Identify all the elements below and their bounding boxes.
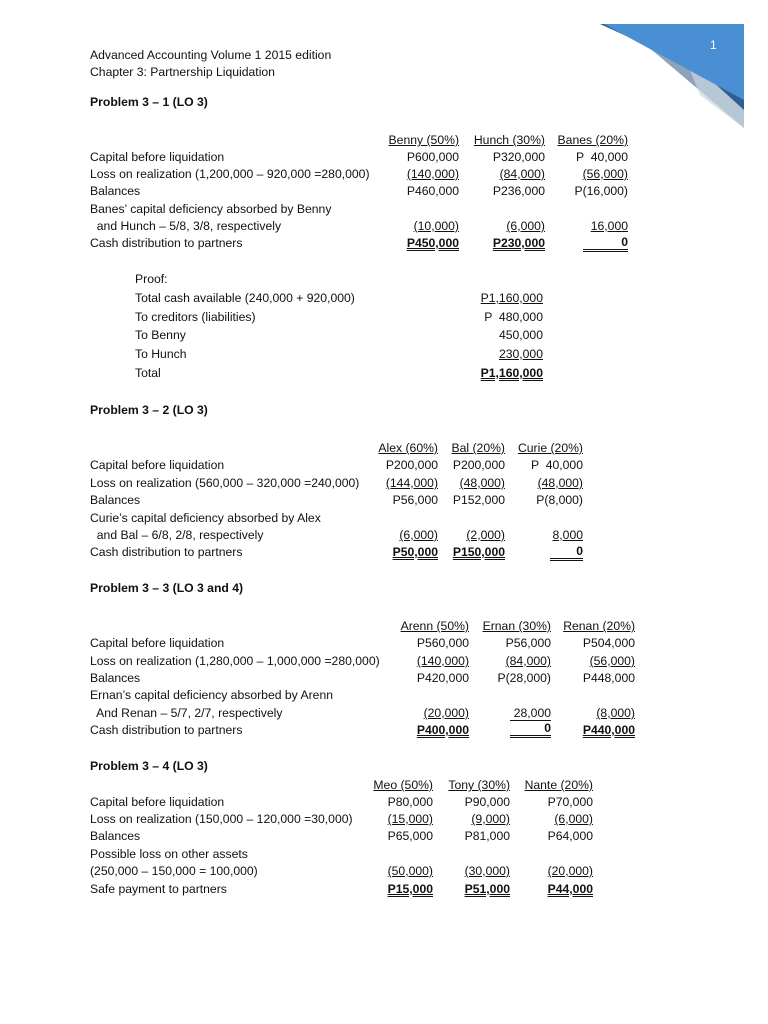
row-label: Loss on realization (560,000 – 320,000 =240,000)	[90, 476, 360, 490]
column-header: Tony (30%)	[448, 778, 510, 792]
cell-value: (48,000)	[537, 476, 583, 490]
row-label: Loss on realization (1,280,000 – 1,000,000 =280,000)	[90, 654, 380, 668]
cell-value: (84,000)	[499, 167, 545, 181]
cell-value: P150,000	[452, 545, 505, 559]
problem-title: Problem 3 – 2 (LO 3)	[90, 403, 208, 417]
column-header: Banes (20%)	[557, 133, 628, 147]
cell-value: P81,000	[464, 829, 510, 843]
cell-value: (84,000)	[505, 654, 551, 668]
column-header: Meo (50%)	[373, 778, 433, 792]
cell-value: P 40,000	[576, 150, 628, 164]
row-label: Cash distribution to partners	[90, 723, 243, 737]
row-label: And Renan – 5/7, 2/7, respectively	[90, 706, 283, 720]
cell-value: P236,000	[492, 184, 545, 198]
cell-value: P230,000	[492, 236, 545, 250]
cell-value: P320,000	[492, 150, 545, 164]
row-label: Capital before liquidation	[90, 795, 225, 809]
cell-value: P420,000	[416, 671, 469, 685]
row-label: Cash distribution to partners	[90, 236, 243, 250]
cell-value: (140,000)	[416, 654, 469, 668]
cell-value: P65,000	[387, 829, 433, 843]
row-label: Safe payment to partners	[90, 882, 227, 896]
cell-value: P200,000	[452, 458, 505, 472]
cell-value: P460,000	[406, 184, 459, 198]
cell-value: P64,000	[547, 829, 593, 843]
row-label: Curie’s capital deficiency absorbed by Alex	[90, 511, 321, 525]
cell-value: P44,000	[547, 882, 593, 896]
row-label: Balances	[90, 184, 141, 198]
chapter-title: Chapter 3: Partnership Liquidation	[90, 65, 275, 79]
column-header: Curie (20%)	[517, 441, 583, 455]
row-label: Capital before liquidation	[90, 458, 225, 472]
cell-value: (6,000)	[554, 812, 593, 826]
cell-value: (6,000)	[506, 219, 545, 233]
column-header: Benny (50%)	[388, 133, 459, 147]
column-header: Renan (20%)	[563, 619, 635, 633]
proof-value: P1,160,000	[480, 366, 543, 380]
cell-value: P600,000	[406, 150, 459, 164]
cell-value: (30,000)	[464, 864, 510, 878]
row-label: Balances	[90, 493, 141, 507]
column-header: Bal (20%)	[451, 441, 505, 455]
cell-value: (20,000)	[423, 706, 469, 720]
row-label: and Hunch – 5/8, 3/8, respectively	[90, 219, 282, 233]
book-title: Advanced Accounting Volume 1 2015 edition	[90, 48, 332, 62]
problem-title: Problem 3 – 4 (LO 3)	[90, 759, 208, 773]
cell-value: P504,000	[582, 636, 635, 650]
cell-value: P450,000	[406, 236, 459, 250]
cell-value: (50,000)	[387, 864, 433, 878]
row-label: Ernan’s capital deficiency absorbed by Arenn	[90, 688, 333, 702]
column-header: Nante (20%)	[524, 778, 593, 792]
cell-value: P15,000	[387, 882, 433, 896]
cell-value: P 40,000	[531, 458, 583, 472]
proof-title: Proof:	[135, 272, 168, 286]
cell-value: (140,000)	[406, 167, 459, 181]
proof-label: To creditors (liabilities)	[135, 310, 256, 324]
row-label: Banes’ capital deficiency absorbed by Benny	[90, 202, 332, 216]
row-label: (250,000 – 150,000 = 100,000)	[90, 864, 258, 878]
cell-value: (10,000)	[413, 219, 459, 233]
row-label: Capital before liquidation	[90, 636, 225, 650]
proof-value: 230,000	[498, 347, 543, 361]
cell-value: (144,000)	[385, 476, 438, 490]
row-label: Possible loss on other assets	[90, 847, 248, 861]
cell-value: P56,000	[505, 636, 551, 650]
page-number: 1	[710, 38, 717, 52]
cell-value: (15,000)	[387, 812, 433, 826]
cell-value: (56,000)	[582, 167, 628, 181]
proof-value: P 480,000	[484, 310, 543, 324]
cell-value: (48,000)	[459, 476, 505, 490]
cell-value: (2,000)	[466, 528, 505, 542]
cell-value: P(28,000)	[497, 671, 551, 685]
cell-value: P(16,000)	[574, 184, 628, 198]
cell-value: (56,000)	[589, 654, 635, 668]
cell-value: (9,000)	[471, 812, 510, 826]
column-header: Hunch (30%)	[473, 133, 545, 147]
cell-value: P70,000	[547, 795, 593, 809]
cell-value: P(8,000)	[536, 493, 583, 507]
corner-blue-shape	[604, 24, 744, 100]
cell-value: (20,000)	[547, 864, 593, 878]
cell-value: 16,000	[590, 219, 628, 233]
cell-value: P448,000	[582, 671, 635, 685]
cell-value: P400,000	[416, 723, 469, 737]
row-label: Balances	[90, 829, 141, 843]
cell-value: (6,000)	[399, 528, 438, 542]
cell-value: P51,000	[464, 882, 510, 896]
proof-value: P1,160,000	[480, 291, 543, 305]
proof-value: 450,000	[498, 328, 543, 342]
row-label: Balances	[90, 671, 141, 685]
problem-title: Problem 3 – 1 (LO 3)	[90, 95, 208, 109]
cell-value: 0	[550, 544, 583, 561]
column-header: Alex (60%)	[378, 441, 438, 455]
cell-value: 0	[510, 720, 551, 738]
cell-value: P200,000	[385, 458, 438, 472]
proof-label: Total cash available (240,000 + 920,000)	[135, 291, 355, 305]
cell-value: 28,000	[513, 706, 551, 720]
cell-value: P90,000	[464, 795, 510, 809]
cell-value: P560,000	[416, 636, 469, 650]
problem-title: Problem 3 – 3 (LO 3 and 4)	[90, 581, 244, 595]
proof-label: To Hunch	[135, 347, 187, 361]
cell-value: P56,000	[392, 493, 438, 507]
proof-label: To Benny	[135, 328, 186, 342]
row-label: Loss on realization (1,200,000 – 920,000 =280,000)	[90, 167, 370, 181]
column-header: Arenn (50%)	[400, 619, 469, 633]
cell-value: 8,000	[552, 528, 583, 542]
row-label: Cash distribution to partners	[90, 545, 243, 559]
cell-value: P80,000	[387, 795, 433, 809]
cell-value: P440,000	[582, 723, 635, 737]
cell-value: 0	[583, 235, 628, 252]
row-label: Loss on realization (150,000 – 120,000 =30,000)	[90, 812, 353, 826]
proof-label: Total	[135, 366, 161, 380]
cell-value: (8,000)	[596, 706, 635, 720]
row-label: and Bal – 6/8, 2/8, respectively	[90, 528, 264, 542]
column-header: Ernan (30%)	[482, 619, 551, 633]
cell-value: P50,000	[392, 545, 438, 559]
cell-value: P152,000	[452, 493, 505, 507]
row-label: Capital before liquidation	[90, 150, 225, 164]
